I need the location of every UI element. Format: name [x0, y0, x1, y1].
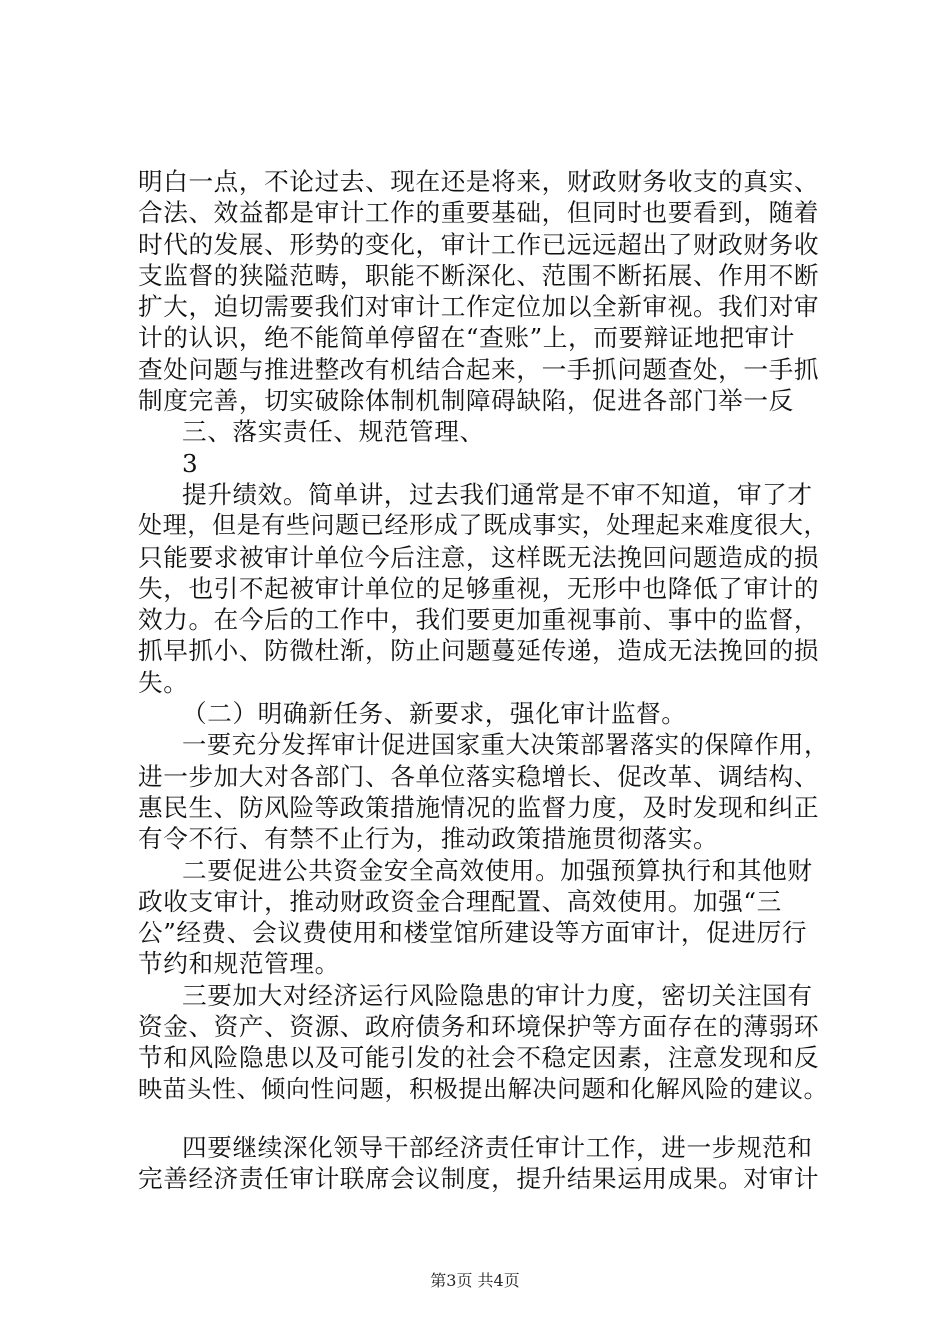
text-line: （二）明确新任务、新要求，强化审计监督。 — [182, 699, 687, 729]
text-line: 制度完善，切实破除体制机制障碍缺陷，促进各部门举一反 — [138, 386, 794, 416]
text-line: 惠民生、防风险等政策措施情况的监督力度，及时发现和纠正 — [138, 792, 820, 822]
text-line: 有令不行、有禁不止行为，推动政策措施贯彻落实。 — [138, 824, 719, 854]
text-line: 政收支审计，推动财政资金合理配置、高效使用。加强“三 — [138, 886, 782, 916]
text-line: 只能要求被审计单位今后注意，这样既无法挽回问题造成的损 — [138, 542, 820, 572]
text-line: 三要加大对经济运行风险隐患的审计力度，密切关注国有 — [182, 980, 813, 1010]
text-line: 扩大，迫切需要我们对审计工作定位加以全新审视。我们对审 — [138, 292, 820, 322]
text-line: 3 — [182, 448, 199, 478]
text-line: 支监督的狭隘范畴，职能不断深化、范围不断拓展、作用不断 — [138, 260, 820, 290]
text-line: 处理，但是有些问题已经形成了既成事实，处理起来难度很大， — [138, 511, 829, 540]
text-line: 失。 — [138, 667, 189, 697]
text-line: 进一步加大对各部门、各单位落实稳增长、促改革、调结构、 — [138, 761, 820, 791]
document-body — [138, 166, 838, 1195]
text-line: 计的认识，绝不能简单停留在“查账”上，而要辩证地把审计 — [138, 323, 796, 353]
text-line: 查处问题与推进整改有机结合起来，一手抓问题查处，一手抓 — [138, 354, 820, 384]
text-line: 资金、资产、资源、政府债务和环境保护等方面存在的薄弱环 — [138, 1012, 820, 1042]
text-line: 一要充分发挥审计促进国家重大决策部署落实的保障作用， — [182, 730, 829, 760]
text-line: 效力。在今后的工作中，我们要更加重视事前、事中的监督， — [138, 605, 820, 635]
page-footer: 第3页 共4页 — [430, 1271, 520, 1290]
text-line: 映苗头性、倾向性问题，积极提出解决问题和化解风险的建议。 — [138, 1074, 829, 1103]
text-line: 节和风险隐患以及可能引发的社会不稳定因素，注意发现和反 — [138, 1043, 820, 1073]
text-line: 提升绩效。简单讲，过去我们通常是不审不知道，审了才 — [182, 479, 813, 509]
text-line: 四要继续深化领导干部经济责任审计工作，进一步规范和 — [182, 1132, 813, 1162]
text-line: 节约和规范管理。 — [138, 949, 340, 979]
text-line: 抓早抓小、防微杜渐，防止问题蔓延传递，造成无法挽回的损 — [138, 636, 820, 666]
text-line: 失，也引不起被审计单位的足够重视，无形中也降低了审计的 — [138, 573, 820, 603]
text-line: 公”经费、会议费使用和楼堂馆所建设等方面审计，促进厉行 — [138, 918, 808, 948]
text-line: 完善经济责任审计联席会议制度，提升结果运用成果。对审计 — [138, 1164, 820, 1194]
text-line: 二要促进公共资金安全高效使用。加强预算执行和其他财 — [182, 855, 813, 885]
text-line: 三、落实责任、规范管理、 — [182, 417, 485, 447]
text-line: 合法、效益都是审计工作的重要基础，但同时也要看到，随着 — [138, 198, 820, 228]
text-line: 时代的发展、形势的变化，审计工作已远远超出了财政财务收 — [138, 229, 820, 259]
paragraph-gap — [138, 1105, 838, 1132]
text-line: 明白一点，不论过去、现在还是将来，财政财务收支的真实、 — [138, 167, 820, 196]
